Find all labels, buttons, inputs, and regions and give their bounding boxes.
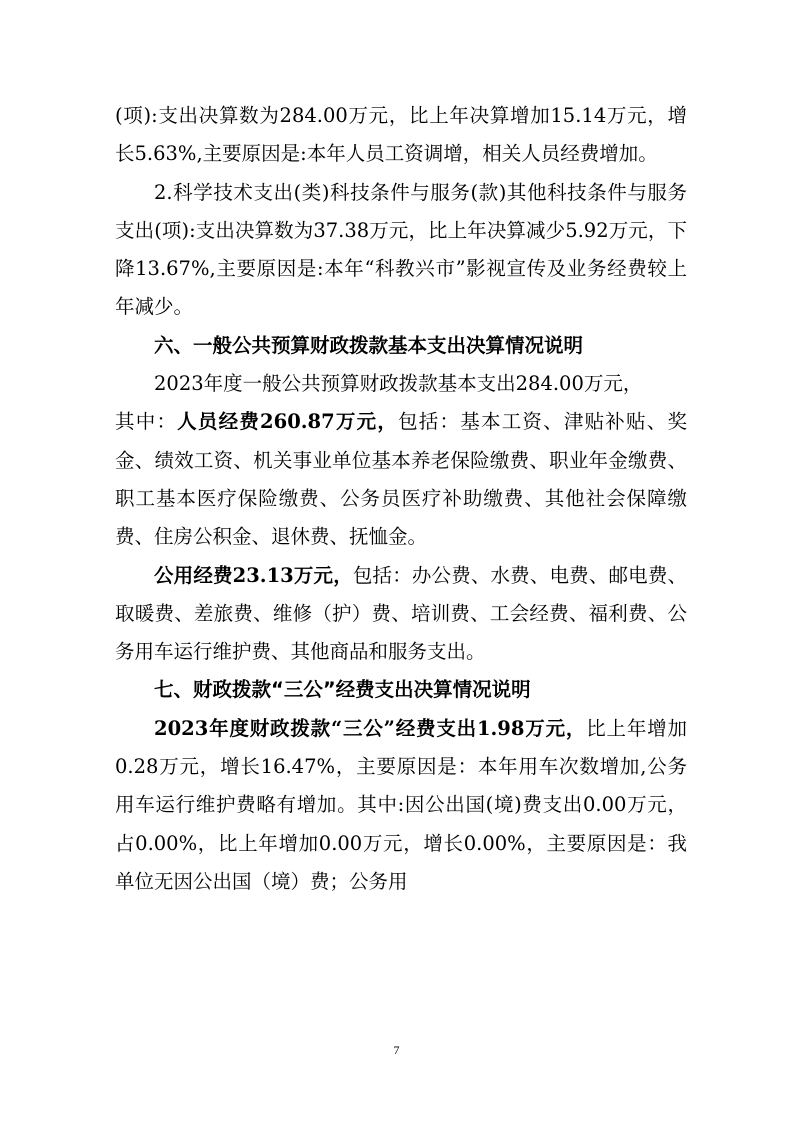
- public-expenses-amount: 公用经费23.13万元，: [154, 563, 353, 587]
- section-heading-7: 七、财政拨款“三公”经费支出决算情况说明: [154, 678, 531, 702]
- three-public-expenses-detail: 比上年增加0.28万元，增长16.47%，主要原因是：本年用车次数增加,公务用车运行维护费略有增加。其中:因公出国(境)费支出0.00万元，占0.00%，比上年增加0.00万元，增长0.00%，主要原因是：我单位无因公出国（境）费；公务用: [115, 716, 687, 893]
- paragraph-three-public-expenses: [115, 710, 687, 901]
- paragraph-item-1-continued: (项):支出决算数为284.00万元，比上年决算增加15.14万元，增长5.63%,主要原因是:本年人员工资调增，相关人员经费增加。: [115, 104, 687, 166]
- public-expenses-detail: 包括：办公费、水费、电费、邮电费、取暖费、差旅费、维修（护）费、培训费、工会经费、福利费、公务用车运行维护费、其他商品和服务支出。: [115, 563, 687, 664]
- paragraph-personnel-expenses: [115, 403, 687, 556]
- personnel-prefix: 其中：: [115, 410, 178, 434]
- paragraph-basic-expenditure: 2023年度一般公共预算财政拨款基本支出284.00万元，: [154, 372, 643, 396]
- personnel-expenses-detail: 包括：基本工资、津贴补贴、奖金、绩效工资、机关事业单位基本养老保险缴费、职业年金缴费、职工基本医疗保险缴费、公务员医疗补助缴费、其他社会保障缴费、住房公积金、退休费、抚恤金。: [115, 410, 687, 549]
- page-number: 7: [393, 1043, 400, 1057]
- personnel-expenses-amount: 人员经费260.87万元，: [177, 410, 399, 434]
- section-heading-6: 六、一般公共预算财政拨款基本支出决算情况说明: [154, 333, 584, 357]
- body-text: [115, 97, 687, 901]
- paragraph-public-expenses: [115, 557, 687, 672]
- paragraph-item-2: 2.科学技术支出(类)科技条件与服务(款)其他科技条件与服务支出(项):支出决算数为37.38万元，比上年决算减少5.92万元，下降13.67%,主要原因是:本年“科教兴市”影视宣传及业务经费较上年减少。: [115, 180, 687, 319]
- three-public-expenses-amount: 2023年度财政拨款“三公”经费支出1.98万元，: [154, 716, 587, 740]
